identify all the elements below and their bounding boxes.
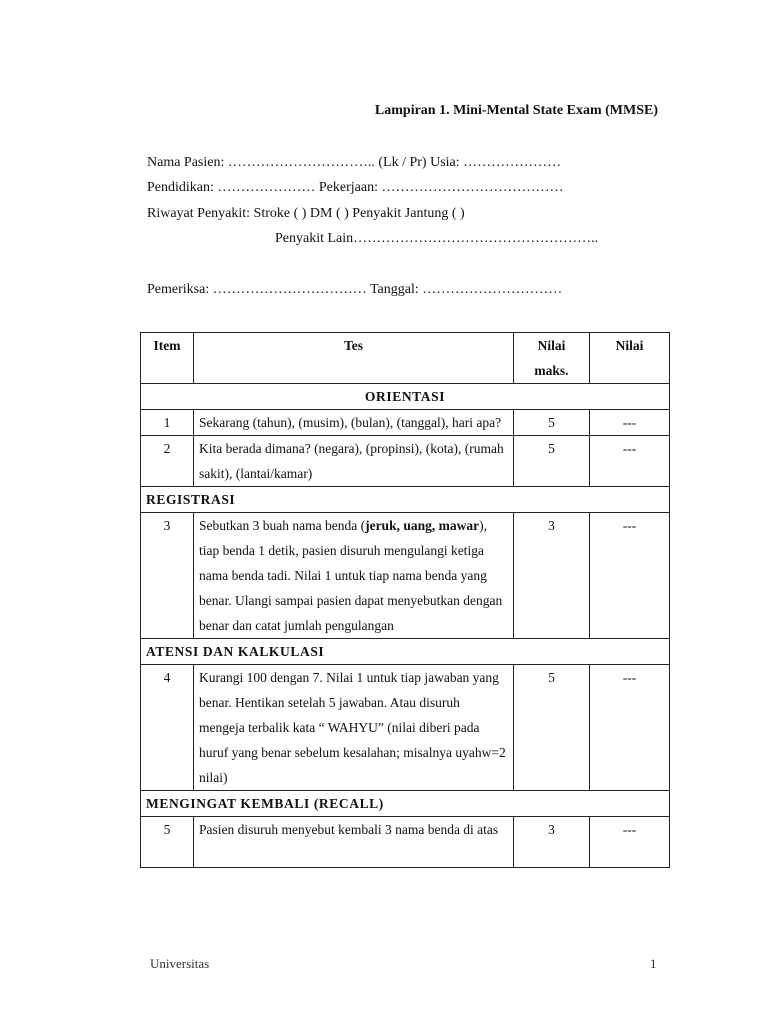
test-description: Kurangi 100 dengan 7. Nilai 1 untuk tiap jawaban yang benar. Hentikan setelah 5 jawaban. Atau disuruh mengeja terbalik kata “ WAHYU” (nilai diberi pada huruf yang benar sebelum kesalahan; misalnya uyahw=2 nilai) — [194, 665, 514, 791]
test-description — [194, 513, 514, 639]
examiner-date-line: Pemeriksa: …………………………… Tanggal: ………………………… — [147, 282, 563, 297]
header-max-score — [514, 333, 590, 384]
other-disease-line: Penyakit Lain…………………………………………….. — [275, 231, 599, 246]
test-description: Sekarang (tahun), (musim), (bulan), (tanggal), hari apa? — [194, 410, 514, 436]
section-recall: MENGINGAT KEMBALI (RECALL) — [141, 791, 670, 817]
section-row-recall — [141, 791, 670, 817]
max-score: 3 — [514, 817, 590, 868]
max-score: 3 — [514, 513, 590, 639]
patient-name-line: Nama Pasien: ………………………….. (Lk / Pr) Usia: ………………… — [147, 155, 562, 170]
max-score: 5 — [514, 436, 590, 487]
section-orientasi: ORIENTASI — [141, 384, 670, 410]
test-text-bold: jeruk, uang, mawar — [365, 518, 480, 533]
header-tes: Tes — [194, 333, 514, 384]
header-score: Nilai — [590, 333, 670, 384]
section-row-registrasi — [141, 487, 670, 513]
test-description: Kita berada dimana? (negara), (propinsi), (kota), (rumah sakit), (lantai/kamar) — [194, 436, 514, 487]
section-atensi: ATENSI DAN KALKULASI — [141, 639, 670, 665]
score-value: --- — [590, 665, 670, 791]
item-number: 2 — [141, 436, 194, 487]
test-text-post: ), tiap benda 1 detik, pasien disuruh mengulangi ketiga nama benda tadi. Nilai 1 untuk tiap nama benda yang benar. Ulangi sampai pasien dapat menyebutkan dengan benar dan catat jumlah pengulangan — [199, 518, 503, 633]
section-registrasi: REGISTRASI — [141, 487, 670, 513]
score-value: --- — [590, 410, 670, 436]
footer-cut-text-left: Universitas — [150, 956, 210, 971]
max-score: 5 — [514, 665, 590, 791]
document-title: Lampiran 1. Mini-Mental State Exam (MMSE) — [374, 103, 658, 118]
table-header-row — [141, 333, 670, 384]
item-number: 5 — [141, 817, 194, 868]
education-occupation-line: Pendidikan: ………………… Pekerjaan: ………………………………… — [147, 180, 564, 195]
table-row — [141, 436, 670, 487]
table-row — [141, 410, 670, 436]
header-max-line1: Nilai — [537, 338, 566, 353]
score-value: --- — [590, 513, 670, 639]
header-max-line2: maks. — [534, 363, 569, 378]
header-item: Item — [141, 333, 194, 384]
test-text-pre: Sebutkan 3 buah nama benda ( — [199, 518, 366, 533]
max-score: 5 — [514, 410, 590, 436]
table-row — [141, 817, 670, 868]
table-row — [141, 665, 670, 791]
section-row-atensi — [141, 639, 670, 665]
item-number: 4 — [141, 665, 194, 791]
footer-cut-page-number: 1 — [650, 956, 657, 971]
table-row — [141, 513, 670, 639]
item-number: 3 — [141, 513, 194, 639]
score-value: --- — [590, 436, 670, 487]
disease-history-line: Riwayat Penyakit: Stroke ( ) DM ( ) Penyakit Jantung ( ) — [147, 206, 465, 221]
test-description: Pasien disuruh menyebut kembali 3 nama benda di atas — [194, 817, 514, 868]
section-row-orientasi — [141, 384, 670, 410]
item-number: 1 — [141, 410, 194, 436]
mmse-table — [140, 332, 670, 868]
score-value: --- — [590, 817, 670, 868]
